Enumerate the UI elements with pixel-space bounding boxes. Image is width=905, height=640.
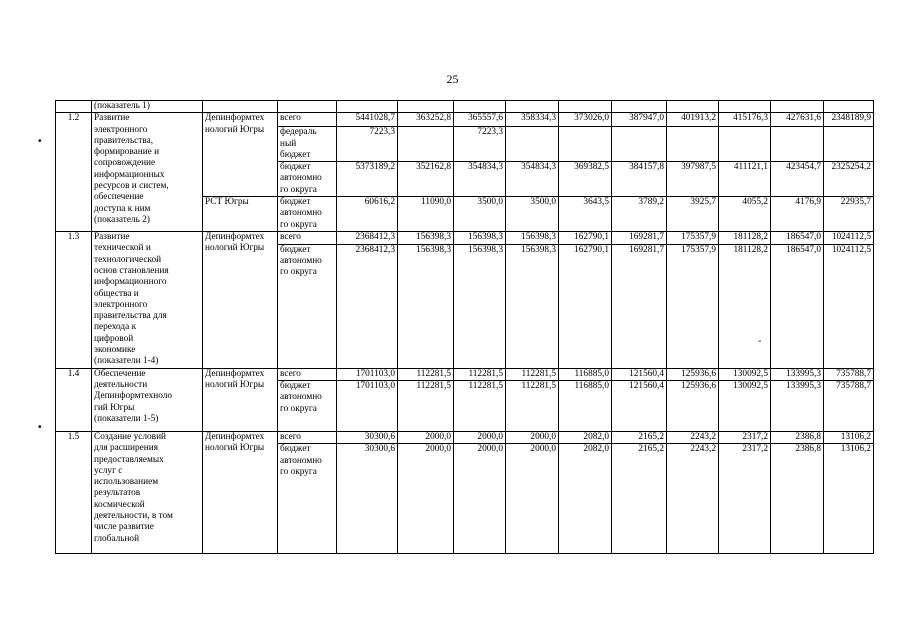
value-cell: 365557,6 <box>454 113 506 127</box>
value-cell: 2082,0 <box>559 444 612 554</box>
value-cell: 116885,0 <box>559 368 612 380</box>
row-title-cell: Обеспечение деятельности Депинформтехноло гий Югры (показатели 1-5) <box>92 368 203 431</box>
value-cell: 125936,6 <box>667 380 719 431</box>
value-cell: 2000,0 <box>506 444 559 554</box>
value-cell: 13106,2 <box>824 444 874 554</box>
row-id-cell: 1.5 <box>56 431 92 553</box>
value-cell <box>506 127 559 162</box>
value-cell: 181128,2 <box>719 232 771 245</box>
value-cell: 13106,2 <box>824 431 874 443</box>
value-cell: 133995,3 <box>771 380 824 431</box>
value-cell: 397987,5 <box>667 162 719 197</box>
value-cell: 411121,1 <box>719 162 771 197</box>
value-cell: 4176,9 <box>771 197 824 232</box>
funding-source-cell: бюджет автономно го округа <box>278 244 337 368</box>
row-title-cell: Создание условий для расширения предоставляемых услуг с использованием результатов космической деятельности, в том числе развитие глобальной <box>92 431 203 553</box>
value-cell: 2000,0 <box>398 431 454 443</box>
funding-source-cell: всего <box>278 368 337 380</box>
value-cell: 354834,3 <box>506 162 559 197</box>
value-cell: 5373189,2 <box>337 162 398 197</box>
value-cell: 401913,2 <box>667 113 719 127</box>
value-cell: 354834,3 <box>454 162 506 197</box>
budget-table <box>55 100 874 554</box>
value-cell: 186547,0 <box>771 244 824 368</box>
value-cell: 156398,3 <box>506 232 559 245</box>
row-title-cell: Развитие технической и технологической основ становления информационного общества и электронного правительства для перехода к цифровой экономике (показатели 1-4) <box>92 232 203 369</box>
value-cell: 125936,6 <box>667 368 719 380</box>
table-row <box>56 368 874 380</box>
value-cell: 162790,1 <box>559 232 612 245</box>
value-cell: 415176,3 <box>719 113 771 127</box>
value-cell: 1024112,5 <box>824 232 874 245</box>
executor-cell: РСТ Югры <box>203 197 278 232</box>
value-cell: 30300,6 <box>337 444 398 554</box>
value-cell: 156398,3 <box>454 232 506 245</box>
row-id-cell: 1.3 <box>56 232 92 369</box>
value-cell <box>719 127 771 162</box>
value-cell: 3789,2 <box>612 197 667 232</box>
funding-source-cell: всего <box>278 113 337 127</box>
value-cell: 162790,1 <box>559 244 612 368</box>
margin-dot: • <box>38 422 42 433</box>
value-cell: 427631,6 <box>771 113 824 127</box>
value-cell: 130092,5 <box>719 368 771 380</box>
executor-cell: Депинформтех нологий Югры <box>203 113 278 197</box>
value-cell: 156398,3 <box>398 244 454 368</box>
value-cell: 169281,7 <box>612 232 667 245</box>
value-cell: 3500,0 <box>454 197 506 232</box>
value-cell: 2000,0 <box>454 431 506 443</box>
value-cell: 7223,3 <box>454 127 506 162</box>
value-cell: 7223,3 <box>337 127 398 162</box>
executor-cell: Депинформтех нологий Югры <box>203 368 278 431</box>
funding-source-cell: всего <box>278 431 337 443</box>
value-cell <box>824 127 874 162</box>
value-cell: 156398,3 <box>454 244 506 368</box>
value-cell: 2243,2 <box>667 444 719 554</box>
value-cell: 3925,7 <box>667 197 719 232</box>
funding-source-cell: бюджет автономно го округа <box>278 380 337 431</box>
value-cell: 112281,5 <box>454 380 506 431</box>
value-cell: 384157,8 <box>612 162 667 197</box>
row-id-cell: 1.2 <box>56 113 92 232</box>
value-cell: 5441028,7 <box>337 113 398 127</box>
funding-source-cell: федераль ный бюджет <box>278 127 337 162</box>
value-cell: 112281,5 <box>506 380 559 431</box>
value-cell: 2243,2 <box>667 431 719 443</box>
value-cell: 22935,7 <box>824 197 874 232</box>
value-cell: 423454,7 <box>771 162 824 197</box>
funding-source-cell: всего <box>278 232 337 245</box>
value-cell: 2325254,2 <box>824 162 874 197</box>
value-cell: 156398,3 <box>398 232 454 245</box>
value-cell: 2317,2 <box>719 431 771 443</box>
value-cell: 2082,0 <box>559 431 612 443</box>
value-cell: 2368412,3 <box>337 244 398 368</box>
row-title-cell: (показатель 1) <box>92 101 203 113</box>
value-cell <box>612 127 667 162</box>
page-number: 25 <box>446 72 459 86</box>
value-cell: 2000,0 <box>506 431 559 443</box>
value-cell: 186547,0 <box>771 232 824 245</box>
value-cell: 175357,9 <box>667 244 719 368</box>
value-cell: 373026,0 <box>559 113 612 127</box>
value-cell: 4055,2 <box>719 197 771 232</box>
executor-cell: Депинформтех нологий Югры <box>203 431 278 553</box>
value-cell: 121560,4 <box>612 368 667 380</box>
value-cell: 735788,7 <box>824 368 874 380</box>
value-cell: 735788,7 <box>824 380 874 431</box>
value-cell: 3643,5 <box>559 197 612 232</box>
continued-row <box>56 101 874 113</box>
value-cell: 11090,0 <box>398 197 454 232</box>
value-cell: 2368412,3 <box>337 232 398 245</box>
value-cell: 2165,2 <box>612 444 667 554</box>
value-cell: 2000,0 <box>454 444 506 554</box>
value-cell: 358334,3 <box>506 113 559 127</box>
table-row <box>56 113 874 127</box>
margin-dot: • <box>38 136 42 147</box>
value-cell: 352162,8 <box>398 162 454 197</box>
value-cell: 112281,5 <box>506 368 559 380</box>
funding-source-cell: бюджет автономно го округа <box>278 197 337 232</box>
value-cell: 116885,0 <box>559 380 612 431</box>
value-cell: 169281,7 <box>612 244 667 368</box>
funding-source-cell: бюджет автономно го округа <box>278 162 337 197</box>
value-cell: 133995,3 <box>771 368 824 380</box>
value-cell <box>771 127 824 162</box>
value-cell: 156398,3 <box>506 244 559 368</box>
value-cell: 369382,5 <box>559 162 612 197</box>
value-cell: 2317,2 <box>719 444 771 554</box>
value-cell: 387947,0 <box>612 113 667 127</box>
value-cell: 2386,8 <box>771 444 824 554</box>
row-id-cell: 1.4 <box>56 368 92 431</box>
value-cell: 363252,8 <box>398 113 454 127</box>
value-cell: 1024112,5 <box>824 244 874 368</box>
value-cell: 30300,6 <box>337 431 398 443</box>
value-cell: 121560,4 <box>612 380 667 431</box>
executor-cell: Депинформтех нологий Югры <box>203 232 278 369</box>
value-cell: 2348189,9 <box>824 113 874 127</box>
value-cell: 3500,0 <box>506 197 559 232</box>
value-cell: 2165,2 <box>612 431 667 443</box>
funding-source-cell: бюджет автономно го округа <box>278 444 337 554</box>
row-id-cell <box>56 101 92 113</box>
table-row <box>56 431 874 443</box>
value-cell: 60616,2 <box>337 197 398 232</box>
value-cell: 1701103,0 <box>337 368 398 380</box>
row-title-cell: Развитие электронного правительства, формирование и сопровождение информационных ресурсов и систем, обеспечение доступа к ним (показатель 2) <box>92 113 203 232</box>
value-cell: 130092,5 <box>719 380 771 431</box>
value-cell <box>398 127 454 162</box>
value-cell <box>559 127 612 162</box>
value-cell: 1701103,0 <box>337 380 398 431</box>
value-cell: 175357,9 <box>667 232 719 245</box>
margin-dot: - <box>758 336 762 347</box>
value-cell <box>667 127 719 162</box>
value-cell: 181128,2 <box>719 244 771 368</box>
value-cell: 112281,5 <box>398 368 454 380</box>
value-cell: 2000,0 <box>398 444 454 554</box>
table-row <box>56 232 874 245</box>
value-cell: 112281,5 <box>454 368 506 380</box>
value-cell: 112281,5 <box>398 380 454 431</box>
value-cell: 2386,8 <box>771 431 824 443</box>
